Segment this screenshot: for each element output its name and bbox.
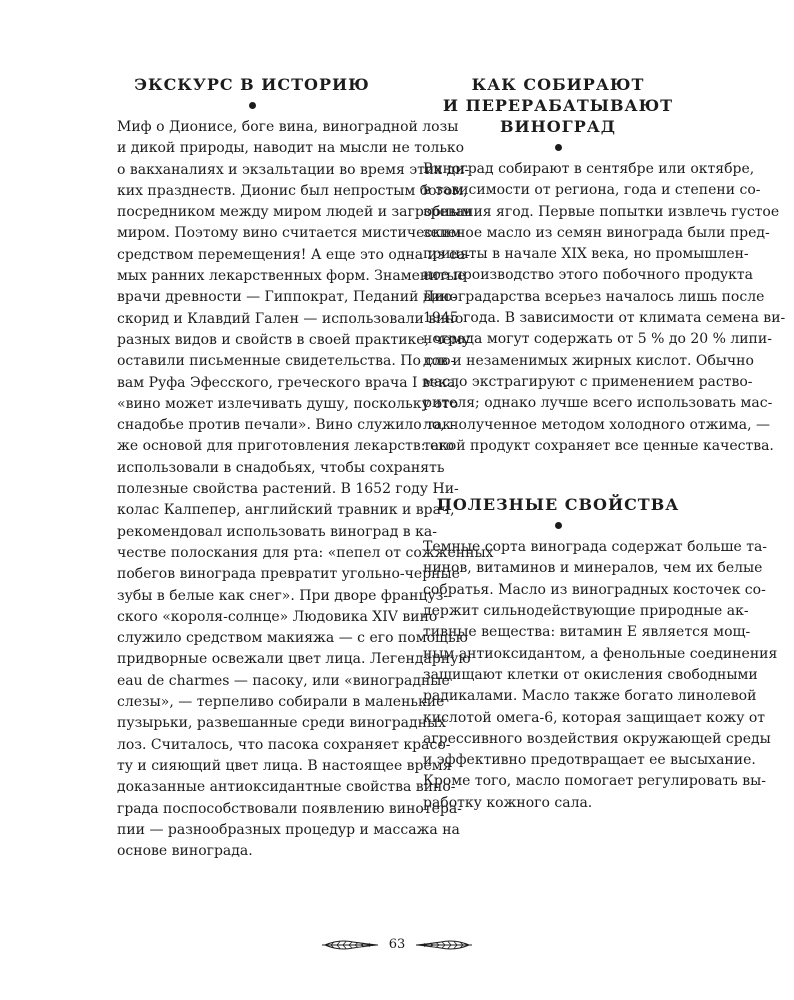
text-line: ту и сияющий цвет лица. В настоящее время	[117, 757, 452, 774]
text-line: пии — разнообразных процедур и массажа на	[117, 821, 460, 838]
text-line: eau de charmes — пасоку, или «виноградные	[117, 672, 450, 689]
heading-line: КАК СОБИРАЮТ	[471, 75, 645, 94]
heading-line: ВИНОГРАД	[499, 117, 617, 136]
section-heading-history: ЭКСКУРС В ИСТОРИЮ	[134, 75, 370, 94]
text-line: кислотой омега-6, которая защищает кожу от	[423, 709, 766, 726]
text-line: нограда могут содержать от 5 % до 20 % липи-	[423, 331, 772, 348]
text-line: ского «короля-солнце» Людовика XIV вино	[117, 608, 438, 625]
page-footer	[0, 937, 794, 952]
section-body-benefits	[423, 537, 778, 814]
text-line: виноградарства всерьез началось лишь после	[423, 288, 765, 305]
text-line: Кроме того, масло помогает регулировать вы-	[423, 773, 767, 790]
leaf-ornament-icon	[415, 938, 473, 952]
bullet-ornament-icon	[249, 102, 256, 109]
text-line: посредником между миром людей и загробным	[117, 204, 473, 221]
text-line: оставили письменные свидетельства. По сло-	[117, 353, 456, 370]
text-line: защищают клетки от окисления свободными	[423, 666, 758, 683]
text-line: тивные вещества: витамин Е является мощ-	[423, 624, 751, 641]
text-line: такой продукт сохраняет все ценные качества.	[423, 437, 774, 454]
text-line: держит сильнодействующие природные ак-	[423, 603, 749, 620]
text-line: «вино может излечивать душу, поскольку это	[117, 395, 459, 412]
text-line: скорид и Клавдий Гален — использовали вино	[117, 310, 464, 327]
page-number: 63	[388, 937, 406, 952]
section-heading-benefits: ПОЛЕЗНЫЕ СВОЙСТВА	[436, 495, 680, 515]
text-line: вам Руфа Эфесского, греческого врача I века,	[117, 374, 460, 391]
text-line: использовали в снадобьях, чтобы сохранять	[117, 459, 445, 476]
text-line: рителя; однако лучше всего использовать мас-	[423, 395, 773, 412]
text-line: радикалами. Масло также богато линолевой	[423, 688, 757, 705]
text-line: придворные освежали цвет лица. Легендарную	[117, 651, 471, 668]
text-line: и дикой природы, наводит на мысли не только	[117, 140, 465, 157]
text-line: лоз. Считалось, что пасока сохраняет красо-	[117, 736, 451, 753]
text-line: 1945 года. В зависимости от климата семена ви-	[423, 310, 786, 327]
text-line: доказанные антиоксидантные свойства вино-	[117, 779, 456, 796]
section-body-harvest	[423, 159, 786, 457]
text-line: разных видов и свойств в своей практике, чему	[117, 331, 471, 348]
text-line: служило средством макияжа — с его помощью	[117, 630, 468, 647]
text-line: зубы в белые как снег». При дворе француз-	[117, 587, 449, 604]
text-line: рекомендовал использовать виноград в ка-	[117, 523, 437, 540]
text-line: собратья. Масло из виноградных косточек со-	[423, 581, 766, 598]
left-column	[117, 74, 494, 862]
text-line: Виноград собирают в сентябре или октябре,	[423, 161, 755, 177]
text-line: снадобье против печали». Вино служило так-	[117, 417, 456, 434]
text-line: работку кожного сала.	[423, 794, 593, 811]
text-line: же основой для приготовления лекарств: его	[117, 438, 455, 455]
text-line: врачи древности — Гиппократ, Педаний Дио-	[117, 289, 457, 306]
text-line: ным антиоксидантом, а фенольные соединения	[423, 645, 778, 662]
text-line: миром. Поэтому вино считается мистическим	[117, 225, 462, 242]
heading-line: И ПЕРЕРАБАТЫВАЮТ	[442, 96, 674, 115]
section-heading-harvest	[423, 74, 693, 137]
text-line: Миф о Дионисе, боге вина, виноградной лозы	[117, 119, 459, 135]
right-column	[423, 74, 786, 814]
text-line: о вакханалиях и экзальтации во время этих ди-	[117, 161, 470, 178]
text-line: града поспособствовали появлению винотера-	[117, 800, 462, 817]
text-line: побегов винограда превратит угольно-черные	[117, 566, 460, 583]
text-line: мых ранних лекарственных форм. Знаменитые	[117, 268, 466, 285]
text-line: масло экстрагируют с применением раство-	[423, 373, 753, 390]
bullet-ornament-icon	[555, 522, 562, 529]
text-line: пузырьки, развешанные среди виноградных	[117, 715, 447, 732]
leaf-ornament-icon	[321, 938, 379, 952]
text-line: средством перемещения! А еще это одна из са-	[117, 246, 470, 263]
text-line: приняты в начале XIX века, но промышлен-	[423, 246, 749, 263]
text-line: Темные сорта винограда содержат больше та-	[423, 539, 768, 556]
text-line: дов и незаменимых жирных кислот. Обычно	[423, 352, 754, 369]
text-line: полезные свойства растений. В 1652 году Ни-	[117, 481, 459, 498]
text-line: и эффективно предотвращает ее высыхание.	[423, 752, 756, 769]
text-line: в зависимости от региона, года и степени со-	[423, 182, 761, 199]
text-line: основе винограда.	[117, 843, 253, 860]
text-line: ло, полученное методом холодного отжима, —	[423, 416, 770, 433]
bullet-ornament-icon	[555, 144, 562, 151]
text-line: ное производство этого побочного продукта	[423, 267, 753, 284]
section-body-history	[117, 117, 494, 862]
text-line: зревания ягод. Первые попытки извлечь густое	[423, 203, 780, 220]
text-line: слезы», — терпеливо собирали в маленькие	[117, 694, 445, 711]
text-line: агрессивного воздействия окружающей среды	[423, 730, 771, 747]
text-line: колас Калпепер, английский травник и врач,	[117, 502, 455, 519]
text-line: нинов, витаминов и минералов, чем их белые	[423, 560, 763, 577]
text-line: честве полоскания для рта: «пепел от сожженных	[117, 544, 494, 561]
text-line: зеленое масло из семян винограда были пред-	[423, 224, 770, 241]
text-line: ких празднеств. Дионис был непростым богом,	[117, 182, 468, 199]
